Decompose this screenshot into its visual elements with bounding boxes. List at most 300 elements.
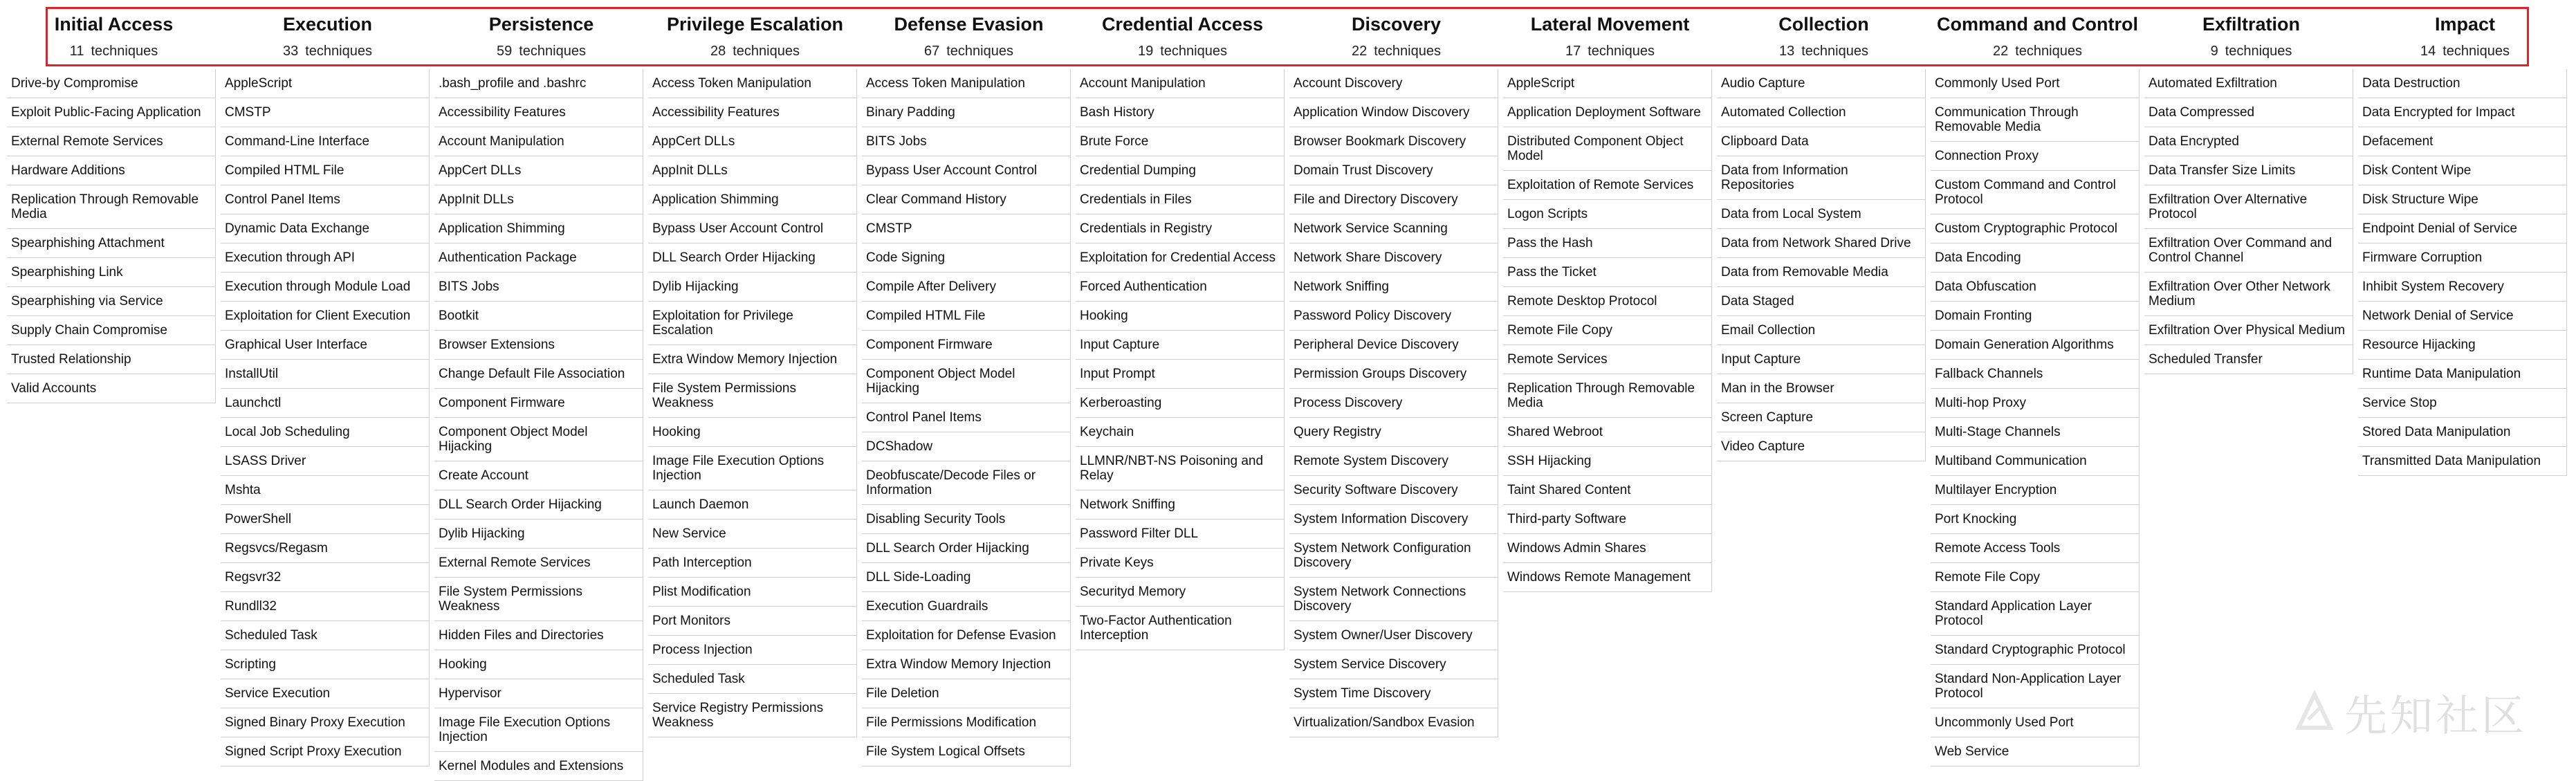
technique-cell[interactable]: Extra Window Memory Injection: [648, 345, 857, 374]
technique-cell[interactable]: Network Service Scanning: [1289, 214, 1498, 244]
tactic-name[interactable]: Command and Control: [1937, 14, 2138, 35]
technique-cell[interactable]: Peripheral Device Discovery: [1289, 331, 1498, 360]
technique-cell[interactable]: Spearphishing Link: [7, 258, 216, 287]
technique-cell[interactable]: Data from Local System: [1717, 200, 1926, 229]
technique-cell[interactable]: DLL Search Order Hijacking: [862, 534, 1071, 563]
technique-count-label: techniques: [2225, 44, 2292, 59]
technique-cell[interactable]: System Information Discovery: [1289, 505, 1498, 534]
technique-cell[interactable]: File System Permissions Weakness: [648, 374, 857, 418]
technique-list: [7, 69, 221, 403]
technique-cell[interactable]: Web Service: [1931, 737, 2140, 766]
technique-count: [1717, 44, 1931, 59]
tactic-column: [1717, 0, 1931, 746]
tactic-column: [648, 0, 862, 746]
technique-cell[interactable]: Remote Access Tools: [1931, 534, 2140, 563]
technique-cell[interactable]: Firmware Corruption: [2358, 244, 2567, 273]
technique-cell[interactable]: Scripting: [221, 650, 430, 679]
technique-cell[interactable]: Account Manipulation: [434, 127, 643, 156]
technique-cell[interactable]: Service Execution: [221, 679, 430, 708]
technique-cell[interactable]: File and Directory Discovery: [1289, 185, 1498, 214]
technique-cell[interactable]: BITS Jobs: [862, 127, 1071, 156]
technique-cell[interactable]: Service Stop: [2358, 389, 2567, 418]
technique-cell[interactable]: Shared Webroot: [1503, 418, 1712, 447]
technique-cell[interactable]: Bypass User Account Control: [648, 214, 857, 244]
technique-cell[interactable]: Compiled HTML File: [221, 156, 430, 185]
technique-cell[interactable]: Signed Binary Proxy Execution: [221, 708, 430, 737]
technique-cell[interactable]: Component Firmware: [434, 389, 643, 418]
technique-cell[interactable]: DLL Side-Loading: [862, 563, 1071, 592]
technique-cell[interactable]: Two-Factor Authentication Interception: [1076, 607, 1285, 650]
technique-cell[interactable]: Forced Authentication: [1076, 273, 1285, 302]
technique-list: [2144, 69, 2358, 374]
technique-cell[interactable]: Access Token Manipulation: [648, 69, 857, 98]
technique-cell[interactable]: Port Monitors: [648, 607, 857, 636]
technique-cell[interactable]: Hooking: [1076, 302, 1285, 331]
tactic-name[interactable]: Defense Evasion: [894, 14, 1044, 35]
technique-cell[interactable]: Distributed Component Object Model: [1503, 127, 1712, 171]
technique-cell[interactable]: Data Staged: [1717, 287, 1926, 316]
technique-cell[interactable]: Account Manipulation: [1076, 69, 1285, 98]
technique-cell[interactable]: Data Compressed: [2144, 98, 2353, 127]
tactic-header[interactable]: [1289, 0, 1503, 69]
technique-cell[interactable]: Exfiltration Over Other Network Medium: [2144, 273, 2353, 316]
technique-cell[interactable]: Remote File Copy: [1503, 316, 1712, 345]
technique-cell[interactable]: Uncommonly Used Port: [1931, 708, 2140, 737]
technique-count: [221, 44, 434, 59]
technique-cell[interactable]: Network Sniffing: [1289, 273, 1498, 302]
technique-cell[interactable]: Pass the Hash: [1503, 229, 1712, 258]
technique-cell[interactable]: Audio Capture: [1717, 69, 1926, 98]
technique-cell[interactable]: Transmitted Data Manipulation: [2358, 447, 2567, 476]
technique-cell[interactable]: Permission Groups Discovery: [1289, 360, 1498, 389]
technique-cell[interactable]: Spearphishing Attachment: [7, 229, 216, 258]
technique-cell[interactable]: Rundll32: [221, 592, 430, 621]
technique-count-number: 17: [1565, 44, 1581, 59]
technique-list: [1289, 69, 1503, 737]
tactic-name[interactable]: Initial Access: [54, 14, 174, 35]
technique-cell[interactable]: Pass the Ticket: [1503, 258, 1712, 287]
tactic-header[interactable]: [7, 0, 221, 69]
technique-cell[interactable]: Input Capture: [1076, 331, 1285, 360]
tactic-name[interactable]: Execution: [282, 14, 373, 35]
technique-cell[interactable]: AppCert DLLs: [434, 156, 643, 185]
technique-cell[interactable]: Component Object Model Hijacking: [434, 418, 643, 461]
technique-cell[interactable]: Exfiltration Over Physical Medium: [2144, 316, 2353, 345]
technique-cell[interactable]: Email Collection: [1717, 316, 1926, 345]
technique-cell[interactable]: LLMNR/NBT-NS Poisoning and Relay: [1076, 447, 1285, 490]
technique-cell[interactable]: Dylib Hijacking: [648, 273, 857, 302]
technique-cell[interactable]: Disk Content Wipe: [2358, 156, 2567, 185]
tactic-name[interactable]: Discovery: [1351, 14, 1442, 35]
technique-cell[interactable]: File Deletion: [862, 679, 1071, 708]
technique-list: [434, 69, 648, 781]
technique-cell[interactable]: Browser Extensions: [434, 331, 643, 360]
technique-cell[interactable]: CMSTP: [862, 214, 1071, 244]
technique-cell[interactable]: Exploitation of Remote Services: [1503, 171, 1712, 200]
technique-cell[interactable]: Binary Padding: [862, 98, 1071, 127]
technique-count-number: 59: [497, 44, 513, 59]
technique-cell[interactable]: AppCert DLLs: [648, 127, 857, 156]
technique-cell[interactable]: Application Window Discovery: [1289, 98, 1498, 127]
tactic-name[interactable]: Privilege Escalation: [666, 14, 844, 35]
technique-cell[interactable]: Replication Through Removable Media: [1503, 374, 1712, 418]
technique-cell[interactable]: Application Deployment Software: [1503, 98, 1712, 127]
technique-cell[interactable]: AppleScript: [221, 69, 430, 98]
technique-cell[interactable]: Fallback Channels: [1931, 360, 2140, 389]
technique-count-label: techniques: [946, 44, 1013, 59]
technique-cell[interactable]: Endpoint Denial of Service: [2358, 214, 2567, 244]
technique-cell[interactable]: Image File Execution Options Injection: [434, 708, 643, 752]
technique-cell[interactable]: Bypass User Account Control: [862, 156, 1071, 185]
technique-cell[interactable]: Data from Information Repositories: [1717, 156, 1926, 200]
technique-cell[interactable]: Video Capture: [1717, 432, 1926, 461]
technique-cell[interactable]: Data Encrypted: [2144, 127, 2353, 156]
technique-cell[interactable]: New Service: [648, 520, 857, 549]
technique-cell[interactable]: Scheduled Transfer: [2144, 345, 2353, 374]
technique-cell[interactable]: System Owner/User Discovery: [1289, 621, 1498, 650]
technique-cell[interactable]: Remote Desktop Protocol: [1503, 287, 1712, 316]
technique-list: [221, 69, 434, 766]
technique-cell[interactable]: Disk Structure Wipe: [2358, 185, 2567, 214]
technique-cell[interactable]: Deobfuscate/Decode Files or Information: [862, 461, 1071, 505]
technique-count: [7, 44, 221, 59]
technique-cell[interactable]: Input Prompt: [1076, 360, 1285, 389]
technique-cell[interactable]: Remote File Copy: [1931, 563, 2140, 592]
technique-cell[interactable]: Custom Command and Control Protocol: [1931, 171, 2140, 214]
technique-cell[interactable]: File System Logical Offsets: [862, 737, 1071, 766]
tactic-column: [2144, 0, 2358, 746]
tactic-column: [2358, 0, 2572, 746]
technique-cell[interactable]: Component Firmware: [862, 331, 1071, 360]
technique-cell[interactable]: Browser Bookmark Discovery: [1289, 127, 1498, 156]
technique-cell[interactable]: Man in the Browser: [1717, 374, 1926, 403]
technique-cell[interactable]: Keychain: [1076, 418, 1285, 447]
technique-count-number: 13: [1779, 44, 1795, 59]
technique-count: [1503, 44, 1717, 59]
tactic-header[interactable]: [2358, 0, 2572, 69]
technique-cell[interactable]: Input Capture: [1717, 345, 1926, 374]
technique-cell[interactable]: Runtime Data Manipulation: [2358, 360, 2567, 389]
technique-cell[interactable]: AppInit DLLs: [648, 156, 857, 185]
technique-cell[interactable]: .bash_profile and .bashrc: [434, 69, 643, 98]
technique-list: [1717, 69, 1931, 461]
technique-cell[interactable]: Data from Network Shared Drive: [1717, 229, 1926, 258]
technique-count-label: techniques: [519, 44, 586, 59]
technique-count-number: 22: [1352, 44, 1368, 59]
technique-cell[interactable]: Hooking: [648, 418, 857, 447]
technique-cell[interactable]: File System Permissions Weakness: [434, 578, 643, 621]
technique-count-number: 67: [924, 44, 940, 59]
tactic-column: [1931, 0, 2144, 759]
technique-count: [2358, 44, 2572, 59]
technique-cell[interactable]: Extra Window Memory Injection: [862, 650, 1071, 679]
technique-count: [1076, 44, 1289, 59]
technique-cell[interactable]: Control Panel Items: [862, 403, 1071, 432]
tactic-column: [1289, 0, 1503, 746]
technique-cell[interactable]: Stored Data Manipulation: [2358, 418, 2567, 447]
technique-count-number: 22: [1993, 44, 2009, 59]
technique-cell[interactable]: Process Discovery: [1289, 389, 1498, 418]
technique-cell[interactable]: Standard Non-Application Layer Protocol: [1931, 665, 2140, 708]
technique-cell[interactable]: Hooking: [434, 650, 643, 679]
tactic-name[interactable]: Persistence: [488, 14, 594, 35]
tactic-header[interactable]: [2144, 0, 2358, 69]
technique-count-label: techniques: [1801, 44, 1868, 59]
technique-cell[interactable]: Communication Through Removable Media: [1931, 98, 2140, 142]
technique-count-number: 28: [710, 44, 726, 59]
technique-cell[interactable]: Compile After Delivery: [862, 273, 1071, 302]
technique-cell[interactable]: Automated Exfiltration: [2144, 69, 2353, 98]
tactic-header[interactable]: [221, 0, 434, 69]
technique-cell[interactable]: Dynamic Data Exchange: [221, 214, 430, 244]
technique-cell[interactable]: Exploitation for Client Execution: [221, 302, 430, 331]
technique-cell[interactable]: Inhibit System Recovery: [2358, 273, 2567, 302]
technique-cell[interactable]: Network Sniffing: [1076, 490, 1285, 520]
technique-cell[interactable]: System Time Discovery: [1289, 679, 1498, 708]
technique-cell[interactable]: Standard Cryptographic Protocol: [1931, 636, 2140, 665]
technique-cell[interactable]: Account Discovery: [1289, 69, 1498, 98]
tactic-name[interactable]: Collection: [1778, 14, 1869, 35]
technique-cell[interactable]: Change Default File Association: [434, 360, 643, 389]
technique-cell[interactable]: Process Injection: [648, 636, 857, 665]
tactic-header[interactable]: [862, 0, 1076, 69]
technique-cell[interactable]: Scheduled Task: [221, 621, 430, 650]
technique-cell[interactable]: Supply Chain Compromise: [7, 316, 216, 345]
technique-cell[interactable]: Application Shimming: [648, 185, 857, 214]
technique-cell[interactable]: Network Share Discovery: [1289, 244, 1498, 273]
technique-cell[interactable]: Logon Scripts: [1503, 200, 1712, 229]
technique-cell[interactable]: DLL Search Order Hijacking: [434, 490, 643, 520]
technique-cell[interactable]: Data Encrypted for Impact: [2358, 98, 2567, 127]
technique-count-number: 11: [69, 44, 84, 59]
tactic-header[interactable]: [1503, 0, 1717, 69]
technique-cell[interactable]: Valid Accounts: [7, 374, 216, 403]
technique-cell[interactable]: Kernel Modules and Extensions: [434, 752, 643, 781]
technique-cell[interactable]: Brute Force: [1076, 127, 1285, 156]
technique-cell[interactable]: Plist Modification: [648, 578, 857, 607]
technique-cell[interactable]: Replication Through Removable Media: [7, 185, 216, 229]
tactic-header[interactable]: [648, 0, 862, 69]
technique-cell[interactable]: System Network Connections Discovery: [1289, 578, 1498, 621]
tactic-name[interactable]: Impact: [2434, 14, 2496, 35]
technique-cell[interactable]: Drive-by Compromise: [7, 69, 216, 98]
technique-cell[interactable]: External Remote Services: [434, 549, 643, 578]
technique-cell[interactable]: Resource Hijacking: [2358, 331, 2567, 360]
technique-cell[interactable]: Scheduled Task: [648, 665, 857, 694]
technique-cell[interactable]: Disabling Security Tools: [862, 505, 1071, 534]
technique-cell[interactable]: Exploitation for Credential Access: [1076, 244, 1285, 273]
technique-cell[interactable]: Spearphishing via Service: [7, 287, 216, 316]
technique-cell[interactable]: Third-party Software: [1503, 505, 1712, 534]
technique-cell[interactable]: Screen Capture: [1717, 403, 1926, 432]
tactic-column: [221, 0, 434, 759]
technique-cell[interactable]: BITS Jobs: [434, 273, 643, 302]
technique-count-label: techniques: [2442, 44, 2510, 59]
technique-cell[interactable]: Code Signing: [862, 244, 1071, 273]
technique-cell[interactable]: Password Filter DLL: [1076, 520, 1285, 549]
technique-count: [648, 44, 862, 59]
technique-cell[interactable]: AppInit DLLs: [434, 185, 643, 214]
technique-cell[interactable]: Virtualization/Sandbox Evasion: [1289, 708, 1498, 737]
technique-cell[interactable]: Accessibility Features: [434, 98, 643, 127]
technique-count-label: techniques: [1374, 44, 1441, 59]
technique-cell[interactable]: Exploitation for Privilege Escalation: [648, 302, 857, 345]
technique-count-label: techniques: [2015, 44, 2082, 59]
technique-cell[interactable]: Hidden Files and Directories: [434, 621, 643, 650]
technique-cell[interactable]: Accessibility Features: [648, 98, 857, 127]
technique-cell[interactable]: CMSTP: [221, 98, 430, 127]
tactic-header[interactable]: [1717, 0, 1931, 69]
technique-cell[interactable]: Domain Fronting: [1931, 302, 2140, 331]
technique-cell[interactable]: Execution Guardrails: [862, 592, 1071, 621]
technique-cell[interactable]: Windows Admin Shares: [1503, 534, 1712, 563]
technique-cell[interactable]: Execution through API: [221, 244, 430, 273]
technique-list: [1931, 69, 2144, 766]
tactic-header[interactable]: [1076, 0, 1289, 69]
technique-count-number: 14: [2420, 44, 2436, 59]
technique-cell[interactable]: Security Software Discovery: [1289, 476, 1498, 505]
technique-cell[interactable]: Application Shimming: [434, 214, 643, 244]
technique-cell[interactable]: DLL Search Order Hijacking: [648, 244, 857, 273]
technique-cell[interactable]: Standard Application Layer Protocol: [1931, 592, 2140, 636]
technique-cell[interactable]: File Permissions Modification: [862, 708, 1071, 737]
technique-cell[interactable]: Dylib Hijacking: [434, 520, 643, 549]
technique-cell[interactable]: Launchctl: [221, 389, 430, 418]
technique-count: [2144, 44, 2358, 59]
technique-cell[interactable]: InstallUtil: [221, 360, 430, 389]
technique-cell[interactable]: Windows Remote Management: [1503, 563, 1712, 592]
technique-cell[interactable]: System Network Configuration Discovery: [1289, 534, 1498, 578]
technique-cell[interactable]: DCShadow: [862, 432, 1071, 461]
tactic-header[interactable]: [434, 0, 648, 69]
technique-cell[interactable]: PowerShell: [221, 505, 430, 534]
technique-cell[interactable]: Hardware Additions: [7, 156, 216, 185]
technique-cell[interactable]: Mshta: [221, 476, 430, 505]
technique-cell[interactable]: Credentials in Files: [1076, 185, 1285, 214]
technique-count-label: techniques: [1160, 44, 1227, 59]
technique-cell[interactable]: SSH Hijacking: [1503, 447, 1712, 476]
technique-cell[interactable]: Multilayer Encryption: [1931, 476, 2140, 505]
technique-count-label: techniques: [1588, 44, 1655, 59]
technique-cell[interactable]: Launch Daemon: [648, 490, 857, 520]
technique-count: [862, 44, 1076, 59]
technique-count-number: 9: [2210, 44, 2218, 59]
technique-list: [1076, 69, 1289, 650]
technique-cell[interactable]: Access Token Manipulation: [862, 69, 1071, 98]
watermark-text: 先知社区: [2344, 690, 2528, 741]
technique-cell[interactable]: Execution through Module Load: [221, 273, 430, 302]
tactic-column: [1503, 0, 1717, 746]
technique-cell[interactable]: Multi-hop Proxy: [1931, 389, 2140, 418]
tactic-name[interactable]: Lateral Movement: [1530, 14, 1690, 35]
tactic-name[interactable]: Credential Access: [1101, 14, 1264, 35]
tactic-column: [1076, 0, 1289, 746]
technique-count-number: 33: [283, 44, 299, 59]
technique-cell[interactable]: Path Interception: [648, 549, 857, 578]
technique-cell[interactable]: Exfiltration Over Alternative Protocol: [2144, 185, 2353, 229]
technique-cell[interactable]: Custom Cryptographic Protocol: [1931, 214, 2140, 244]
technique-cell[interactable]: Exfiltration Over Command and Control Channel: [2144, 229, 2353, 273]
technique-cell[interactable]: Regsvcs/Regasm: [221, 534, 430, 563]
technique-cell[interactable]: Clipboard Data: [1717, 127, 1926, 156]
technique-count: [1931, 44, 2144, 59]
technique-count: [434, 44, 648, 59]
technique-cell[interactable]: LSASS Driver: [221, 447, 430, 476]
technique-count-label: techniques: [733, 44, 800, 59]
technique-cell[interactable]: Credential Dumping: [1076, 156, 1285, 185]
technique-cell[interactable]: Image File Execution Options Injection: [648, 447, 857, 490]
technique-cell[interactable]: Multiband Communication: [1931, 447, 2140, 476]
technique-cell[interactable]: Graphical User Interface: [221, 331, 430, 360]
technique-cell[interactable]: Commonly Used Port: [1931, 69, 2140, 98]
technique-cell[interactable]: Remote System Discovery: [1289, 447, 1498, 476]
technique-count-label: techniques: [305, 44, 372, 59]
technique-cell[interactable]: Data Encoding: [1931, 244, 2140, 273]
technique-cell[interactable]: Data from Removable Media: [1717, 258, 1926, 287]
technique-cell[interactable]: Kerberoasting: [1076, 389, 1285, 418]
tactic-column: [434, 0, 648, 773]
technique-cell[interactable]: Connection Proxy: [1931, 142, 2140, 171]
technique-cell[interactable]: Bash History: [1076, 98, 1285, 127]
technique-cell[interactable]: Regsvr32: [221, 563, 430, 592]
technique-cell[interactable]: Remote Services: [1503, 345, 1712, 374]
technique-cell[interactable]: Port Knocking: [1931, 505, 2140, 534]
technique-cell[interactable]: Control Panel Items: [221, 185, 430, 214]
technique-cell[interactable]: Bootkit: [434, 302, 643, 331]
technique-cell[interactable]: Signed Script Proxy Execution: [221, 737, 430, 766]
technique-cell[interactable]: Data Destruction: [2358, 69, 2567, 98]
technique-cell[interactable]: Exploit Public-Facing Application: [7, 98, 216, 127]
technique-list: [862, 69, 1076, 766]
technique-count-number: 19: [1138, 44, 1154, 59]
technique-cell[interactable]: Data Transfer Size Limits: [2144, 156, 2353, 185]
technique-cell[interactable]: Domain Generation Algorithms: [1931, 331, 2140, 360]
technique-cell[interactable]: Command-Line Interface: [221, 127, 430, 156]
technique-cell[interactable]: Query Registry: [1289, 418, 1498, 447]
technique-cell[interactable]: Authentication Package: [434, 244, 643, 273]
technique-cell[interactable]: Compiled HTML File: [862, 302, 1071, 331]
tactic-header[interactable]: [1931, 0, 2144, 69]
technique-cell[interactable]: Network Denial of Service: [2358, 302, 2567, 331]
tactic-name[interactable]: Exfiltration: [2202, 14, 2300, 35]
technique-cell[interactable]: Service Registry Permissions Weakness: [648, 694, 857, 737]
technique-cell[interactable]: Hypervisor: [434, 679, 643, 708]
technique-cell[interactable]: AppleScript: [1503, 69, 1712, 98]
attack-matrix: [7, 0, 2573, 773]
technique-cell[interactable]: Data Obfuscation: [1931, 273, 2140, 302]
technique-cell[interactable]: Trusted Relationship: [7, 345, 216, 374]
technique-cell[interactable]: Automated Collection: [1717, 98, 1926, 127]
technique-cell[interactable]: System Service Discovery: [1289, 650, 1498, 679]
technique-cell[interactable]: Local Job Scheduling: [221, 418, 430, 447]
technique-list: [648, 69, 862, 737]
technique-cell[interactable]: Taint Shared Content: [1503, 476, 1712, 505]
technique-cell[interactable]: Password Policy Discovery: [1289, 302, 1498, 331]
technique-list: [1503, 69, 1717, 592]
technique-cell[interactable]: Multi-Stage Channels: [1931, 418, 2140, 447]
technique-cell[interactable]: Securityd Memory: [1076, 578, 1285, 607]
technique-cell[interactable]: Exploitation for Defense Evasion: [862, 621, 1071, 650]
technique-cell[interactable]: External Remote Services: [7, 127, 216, 156]
technique-cell[interactable]: Defacement: [2358, 127, 2567, 156]
technique-cell[interactable]: Domain Trust Discovery: [1289, 156, 1498, 185]
technique-count: [1289, 44, 1503, 59]
technique-cell[interactable]: Component Object Model Hijacking: [862, 360, 1071, 403]
technique-cell[interactable]: Clear Command History: [862, 185, 1071, 214]
technique-cell[interactable]: Create Account: [434, 461, 643, 490]
technique-cell[interactable]: Credentials in Registry: [1076, 214, 1285, 244]
technique-cell[interactable]: Private Keys: [1076, 549, 1285, 578]
